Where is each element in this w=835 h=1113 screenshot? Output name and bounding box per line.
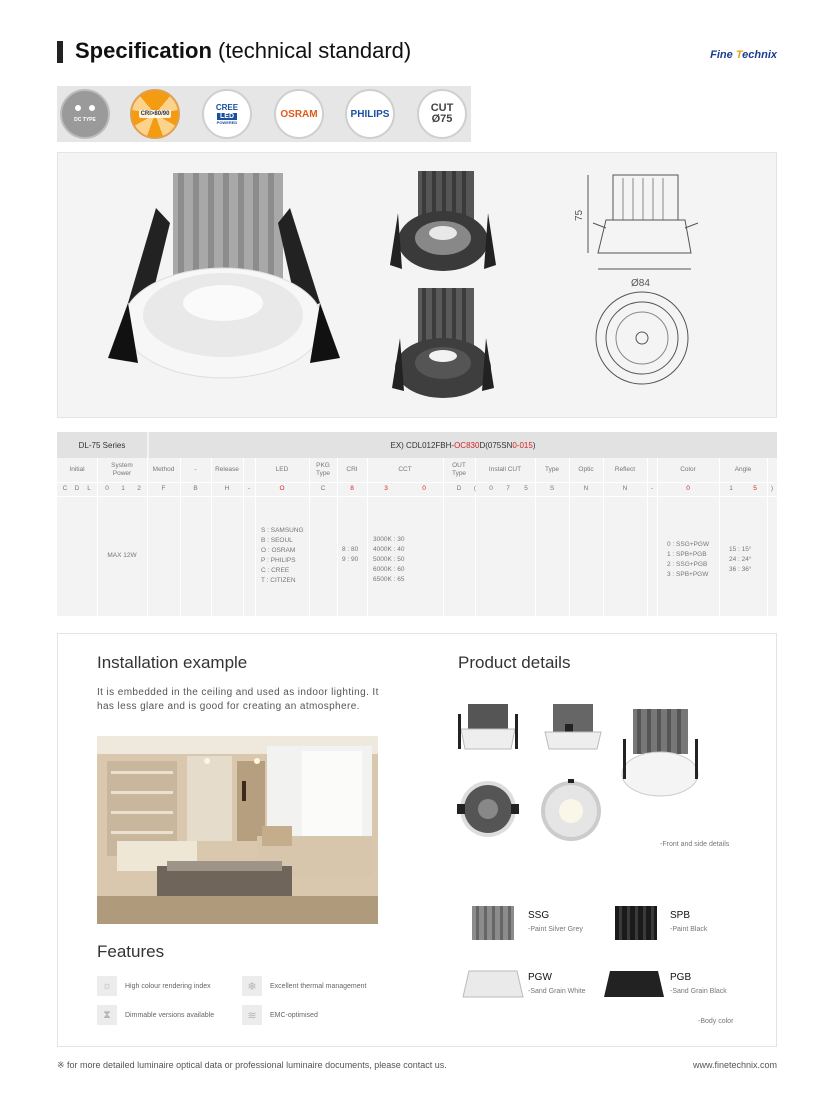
page-title: Specification (technical standard) xyxy=(75,38,412,63)
header-release: Release xyxy=(215,466,239,473)
product-photo-panel xyxy=(57,152,777,418)
installation-description: It is embedded in the ceiling and used as indoor lighting. It has less glare and is good for creating an atmosphere. xyxy=(97,687,379,712)
code-optic: N xyxy=(583,485,589,492)
code-release: H xyxy=(224,485,230,492)
code-c2: D xyxy=(74,485,80,492)
header-method: Method xyxy=(152,466,175,473)
feature-item: ☼ High colour rendering index xyxy=(97,976,211,996)
header-pkg-type: PKG Type xyxy=(315,462,331,477)
finish-pgb-code: PGB xyxy=(670,972,692,983)
dimension-diameter-label: Ø84 xyxy=(631,278,650,289)
header-dash: - xyxy=(194,466,197,473)
cut-size-badge: CUT Ø75 xyxy=(417,89,467,139)
header-color: Color xyxy=(680,466,696,473)
feature-item: ⧗ Dimmable versions available xyxy=(97,1005,214,1025)
footer-note: ※ for more detailed luminaire optical data or professional luminaire documents, please contact us. xyxy=(57,1060,447,1070)
code-paren-open: ( xyxy=(473,485,477,492)
system-power-value: MAX 12W xyxy=(107,552,137,559)
feature-item: ❄ Excellent thermal management xyxy=(242,976,367,996)
led-options-list: S : SAMSUNG B : SEOUL O : OSRAM P : PHILIPS C : CREE T : CITIZEN xyxy=(261,527,304,584)
hourglass-icon: ⧗ xyxy=(97,1005,117,1025)
finish-spb-swatch xyxy=(613,906,659,940)
header-optic: Optic xyxy=(578,466,594,473)
angled-view-image xyxy=(622,709,698,796)
code-reflect: N xyxy=(622,485,628,492)
header-type: Type xyxy=(544,466,560,473)
code-pkg: C xyxy=(320,485,326,492)
brand-logo: Fine Technix xyxy=(710,49,777,61)
dimension-height-label: 75 xyxy=(574,209,585,221)
body-color-caption: -Body color xyxy=(698,1018,734,1025)
angle-options-list: 15 : 15° 24 : 24° 36 : 36° xyxy=(729,546,752,573)
color-options-list: 0 : SSG+PGW 1 : SPB+PGB 2 : SSG+PGB 3 : SPB+PGW xyxy=(667,541,710,578)
finish-pgb-swatch xyxy=(602,969,666,999)
osram-badge: OSRAM xyxy=(274,89,324,139)
living-room-photo xyxy=(97,736,378,924)
finish-spb-name: -Paint Black xyxy=(670,926,708,933)
front-side-caption: -Front and side details xyxy=(660,841,730,848)
side-view-image xyxy=(545,704,601,749)
code-angle1: 1 xyxy=(729,485,733,492)
code-led: O xyxy=(279,485,285,492)
header-initial: Initial xyxy=(69,466,85,473)
code-cct1: 3 xyxy=(384,485,388,492)
snowflake-icon: ❄ xyxy=(242,976,262,996)
title-bar xyxy=(57,41,63,63)
finish-pgw-swatch xyxy=(461,969,525,999)
code-cut2: 7 xyxy=(506,485,510,492)
finish-pgb-name: -Sand Grain Black xyxy=(670,988,727,995)
specification-table xyxy=(57,432,777,616)
code-type: S xyxy=(549,485,555,492)
product-details-title: Product details xyxy=(458,653,571,672)
footer-url[interactable]: www.finetechnix.com xyxy=(692,1060,777,1070)
code-c5: 1 xyxy=(121,485,125,492)
dc-type-badge: DC TYPE xyxy=(60,89,110,139)
page-header xyxy=(57,38,777,66)
finish-pgw-name: -Sand Grain White xyxy=(528,988,586,995)
cct-options-list: 3000K : 30 4000K : 40 5000K : 50 6000K : 60 6500K : 65 xyxy=(373,536,405,583)
code-c4: 0 xyxy=(105,485,109,492)
finish-ssg-code: SSG xyxy=(528,910,550,921)
code-cut3: 5 xyxy=(524,485,528,492)
code-out: D xyxy=(456,485,462,492)
finish-ssg-name: -Paint Silver Grey xyxy=(528,926,583,933)
header-out-type: OUT Type xyxy=(451,462,467,477)
code-sep1: - xyxy=(247,485,251,492)
header-angle: Angle xyxy=(734,466,752,473)
details-section xyxy=(57,633,777,1047)
certification-badges xyxy=(57,86,471,142)
top-view-image xyxy=(457,781,519,837)
feature-item: ≋ EMC-optimised xyxy=(242,1005,318,1025)
code-sep2: - xyxy=(650,485,654,492)
code-c6: 2 xyxy=(137,485,141,492)
series-label: DL-75 Series xyxy=(57,432,147,458)
cri-options-list: 8 : 80 9 : 90 xyxy=(342,546,359,563)
header-reflect: Reflect xyxy=(614,466,636,473)
philips-badge: PHILIPS xyxy=(345,89,395,139)
finish-ssg-swatch xyxy=(470,906,516,940)
code-angle2: 5 xyxy=(753,485,757,492)
example-code: EX) CDL012FBH- OC830 D(075SN 0-015 ) xyxy=(147,432,777,458)
code-c3: L xyxy=(87,485,91,492)
code-cct2: 0 xyxy=(422,485,426,492)
code-method: F xyxy=(161,485,166,492)
header-system-power: System Power xyxy=(111,462,133,477)
code-c1: C xyxy=(62,485,68,492)
product-detail-images xyxy=(453,699,753,859)
finish-spb-code: SPB xyxy=(670,910,691,921)
finish-pgw-code: PGW xyxy=(528,972,552,983)
cri-badge: CRI>80/90 xyxy=(130,89,180,139)
header-cct: CCT xyxy=(398,466,412,473)
code-cri: 8 xyxy=(350,485,354,492)
header-led: LED xyxy=(275,466,289,473)
code-paren-close: ) xyxy=(770,485,774,492)
header-cri: CRI xyxy=(346,466,358,473)
front-view-image xyxy=(458,704,518,749)
black-downlight-bottom-image xyxy=(392,288,494,398)
code-dash: B xyxy=(193,485,198,492)
header-install-cut: Install CUT xyxy=(488,466,522,473)
bulb-icon: ☼ xyxy=(97,976,117,996)
installation-title: Installation example xyxy=(97,653,248,672)
white-downlight-image xyxy=(108,173,340,378)
cree-led-badge: CREE LED POWERED xyxy=(202,89,252,139)
features-title: Features xyxy=(97,942,165,961)
code-cut1: 0 xyxy=(489,485,493,492)
bottom-view-image xyxy=(541,779,601,841)
code-color: 0 xyxy=(686,485,690,492)
black-downlight-top-image xyxy=(390,171,496,271)
wave-icon: ≋ xyxy=(242,1005,262,1025)
